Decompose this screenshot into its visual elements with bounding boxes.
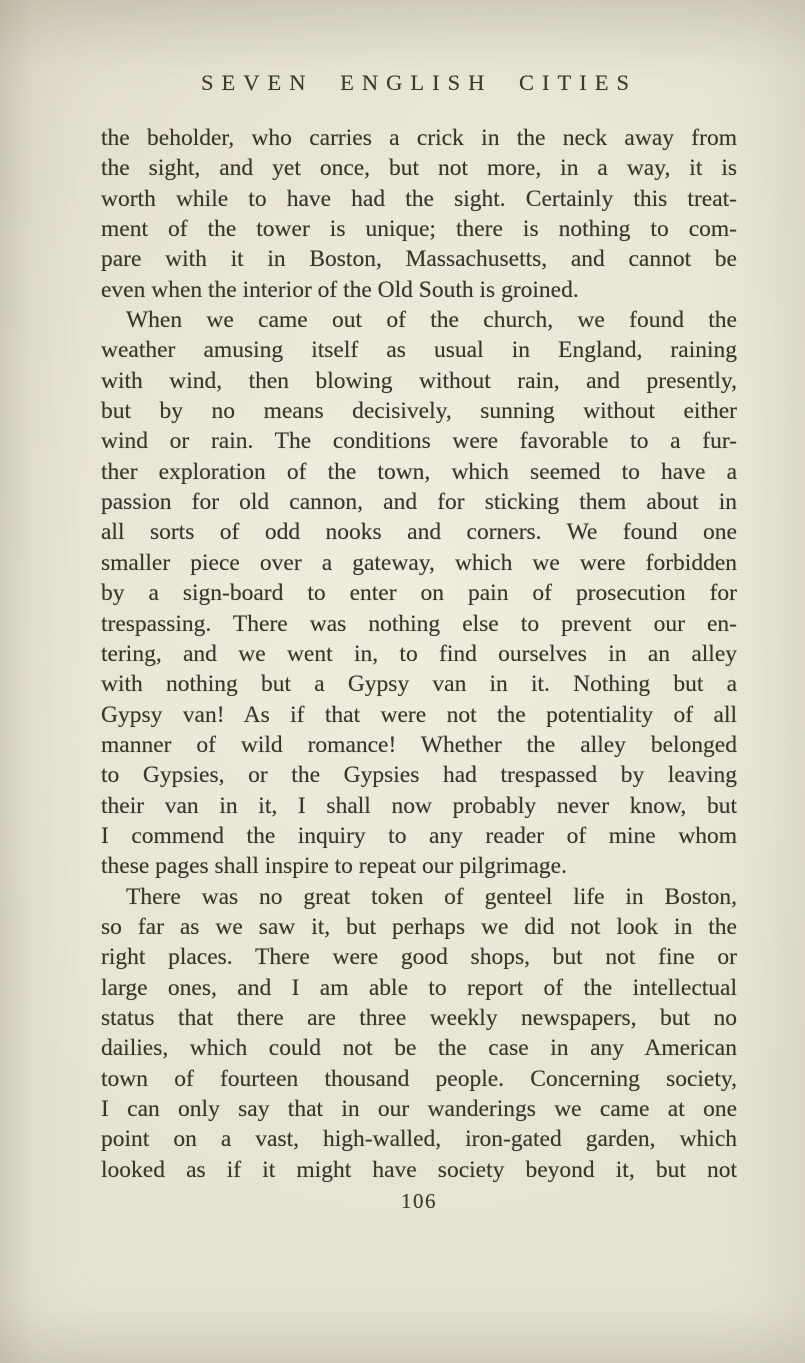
text-line: point on a vast, high-walled, iron-gated garden, which [101,1126,737,1153]
text-line: ther exploration of the town, which seemed to have a [101,458,737,485]
text-line: pare with it in Boston, Massachusetts, and cannot be [101,246,737,273]
text-line: with nothing but a Gypsy van in it. Nothing but a [101,671,737,698]
text-line: status that there are three weekly newspapers, but no [101,1004,737,1031]
text-line: I commend the inquiry to any reader of mine whom [101,822,737,849]
running-header: SEVEN ENGLISH CITIES [201,70,637,95]
text-line: all sorts of odd nooks and corners. We found one [101,519,737,546]
text-line: passion for old cannon, and for sticking them about in [101,489,737,516]
text-line: There was no great token of genteel life in Boston, [126,883,737,910]
body-text [101,123,737,1185]
text-line: town of fourteen thousand people. Concerning society, [101,1065,737,1092]
text-line: the sight, and yet once, but not more, in a way, it is [101,155,737,182]
text-line: these pages shall inspire to repeat our pilgrimage. [101,853,567,880]
text-line: tering, and we went in, to find ourselves in an alley [101,640,737,667]
text-line: to Gypsies, or the Gypsies had trespassed by leaving [101,762,737,789]
text-line: ment of the tower is unique; there is nothing to com- [101,216,737,243]
text-line: so far as we saw it, but perhaps we did not look in the [101,913,737,940]
text-line: the beholder, who carries a crick in the neck away from [101,125,737,151]
text-line: manner of wild romance! Whether the alley belonged [101,731,737,758]
text-line: looked as if it might have society beyond it, but not [101,1156,737,1183]
page-number: 106 [401,1189,437,1213]
text-line: with wind, then blowing without rain, and presently, [101,367,737,394]
text-line: large ones, and I am able to report of the intellectual [101,974,737,1001]
text-line: dailies, which could not be the case in any American [101,1035,737,1062]
text-line: Gypsy van! As if that were not the potentiality of all [101,701,737,728]
text-line: wind or rain. The conditions were favorable to a fur- [101,428,737,455]
text-line: but by no means decisively, sunning without either [101,398,737,425]
text-line: worth while to have had the sight. Certainly this treat- [101,185,737,212]
text-line: weather amusing itself as usual in England, raining [101,337,737,364]
text-line: their van in it, I shall now probably never know, but [101,792,737,819]
text-line: even when the interior of the Old South is groined. [101,276,579,303]
text-line: smaller piece over a gateway, which we were forbidden [101,549,737,576]
text-line: right places. There were good shops, but not fine or [101,944,737,971]
text-line: by a sign-board to enter on pain of prosecution for [101,580,737,607]
text-line: When we came out of the church, we found the [126,307,737,334]
text-line: trespassing. There was nothing else to prevent our en- [101,610,737,637]
text-line: I can only say that in our wanderings we came at one [101,1096,737,1122]
